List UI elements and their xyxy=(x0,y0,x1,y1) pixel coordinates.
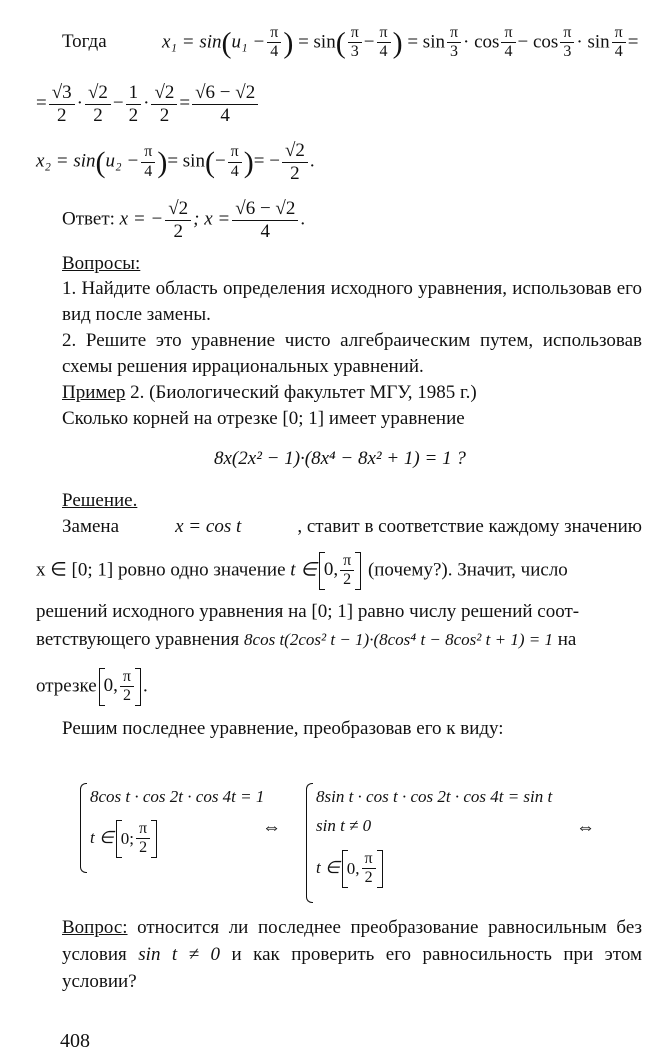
left-system-eq1: 8cos t · cos 2t · cos 4t = 1 xyxy=(90,787,265,806)
togda-word: Тогда xyxy=(62,31,107,52)
solution-line-4: ветствующего уравнения 8cos t(2cos² t − 1)·(8cos⁴ t − 8cos² t + 1) = 1 на xyxy=(36,629,577,650)
example-equation: 8x(2x² − 1)·(8x⁴ − 8x² + 1) = 1 ? xyxy=(214,448,466,469)
right-system-eq3: t ∈ 0, $\frac{\pi}{2}$ xyxy=(316,850,385,888)
solution-title: Решение. xyxy=(62,490,138,511)
formula-x1: x₁ = sin(u₁ − $\frac{\pi}{4}$ ) = sin( $\frac{\pi}{3}$ − $\frac{\pi}{4}$ ) = sin $\frac{\pi}{3}$ · cos $\frac{\pi}{4}$ − cos $\frac{\pi}{3}$ · sin $\frac{\pi}{4}$ = xyxy=(162,24,639,61)
x1-label: x₁ = sin xyxy=(162,31,222,53)
solution-line-6: Решим последнее уравнение, преобразовав его к виду: xyxy=(62,718,504,739)
interval-0-pi2-b: 0, $\frac{\pi}{2}$ xyxy=(99,668,141,706)
right-system-eq2: sin t ≠ 0 xyxy=(316,816,372,835)
frac-pi-4-b: $\frac{\pi}{4}$ xyxy=(377,24,391,62)
iff-symbol-2: ⇔ xyxy=(576,817,595,838)
example-title: Пример 2. (Биологический факультет МГУ, 1985 г.) xyxy=(62,382,477,403)
formula-expansion: = $\frac{√3}{2}$ · $\frac{√2}{2}$ − $\frac{1}{2}$ · $\frac{√2}{2}$ = $\frac{√6 - √2}{4}$ xyxy=(36,82,260,127)
example-question: Сколько корней на отрезке [0; 1] имеет уравнение xyxy=(62,408,465,429)
question-2: 2. Решите это уравнение чисто алгебраическим путем, использовав схемы решения иррациональных уравнений. xyxy=(62,330,642,377)
solution-line-3: решений исходного уравнения на [0; 1] равно числу решений соот- xyxy=(36,601,580,622)
solution-line-5: отрезке 0, $\frac{\pi}{2}$ . xyxy=(36,668,148,705)
frac-pi-4-a: $\frac{\pi}{4}$ xyxy=(267,24,281,62)
line-x1 xyxy=(62,32,107,53)
result-fraction: $\frac{√6 - √2}{4}$ xyxy=(192,82,258,127)
right-system-brace xyxy=(306,783,313,903)
right-system-eq1: 8sin t · cos t · cos 2t · cos 4t = sin t xyxy=(316,787,553,806)
frac-pi-3: $\frac{\pi}{3}$ xyxy=(348,24,362,62)
solution-line-1: Замена x = cos t , ставит в соответствие каждому значению xyxy=(62,516,642,537)
u1-term: u₁ − xyxy=(231,31,266,53)
solution-line-2: x ∈ [0; 1] ровно одно значение t ∈ 0, $\frac{\pi}{2}$ (почему?). Значит, число xyxy=(36,552,568,589)
closing-label: Вопрос: xyxy=(62,917,128,938)
question-1: 1. Найдите область определения исходного уравнения, использовав его вид после замены. xyxy=(62,278,642,325)
interval-0-pi2-a: 0, $\frac{\pi}{2}$ xyxy=(319,552,361,590)
left-system-eq2: t ∈ 0; $\frac{\pi}{2}$ xyxy=(90,820,159,858)
formula-x2: x₂ = sin(u₂ − $\frac{\pi}{4}$ )= sin(− $\frac{\pi}{4}$ )= − $\frac{√2}{2}$ . xyxy=(36,140,315,184)
page-number: 408 xyxy=(60,1030,90,1052)
example-link: Пример xyxy=(62,382,126,403)
closing-question: Вопрос: относится ли последнее преобразование равносильным без условия sin t ≠ 0 и как проверить его равносильность при этом условии? xyxy=(62,917,643,992)
answer-line: Ответ: x = − $\frac{√2}{2}$ ; x = $\frac{√6 - √2}{4}$ . xyxy=(62,198,306,242)
left-system-brace xyxy=(80,783,87,873)
questions-title: Вопросы: xyxy=(62,253,141,274)
answer-label: Ответ: xyxy=(62,208,115,230)
iff-symbol-1: ⇔ xyxy=(262,817,281,838)
eq-sin-1: = sin xyxy=(298,31,336,53)
